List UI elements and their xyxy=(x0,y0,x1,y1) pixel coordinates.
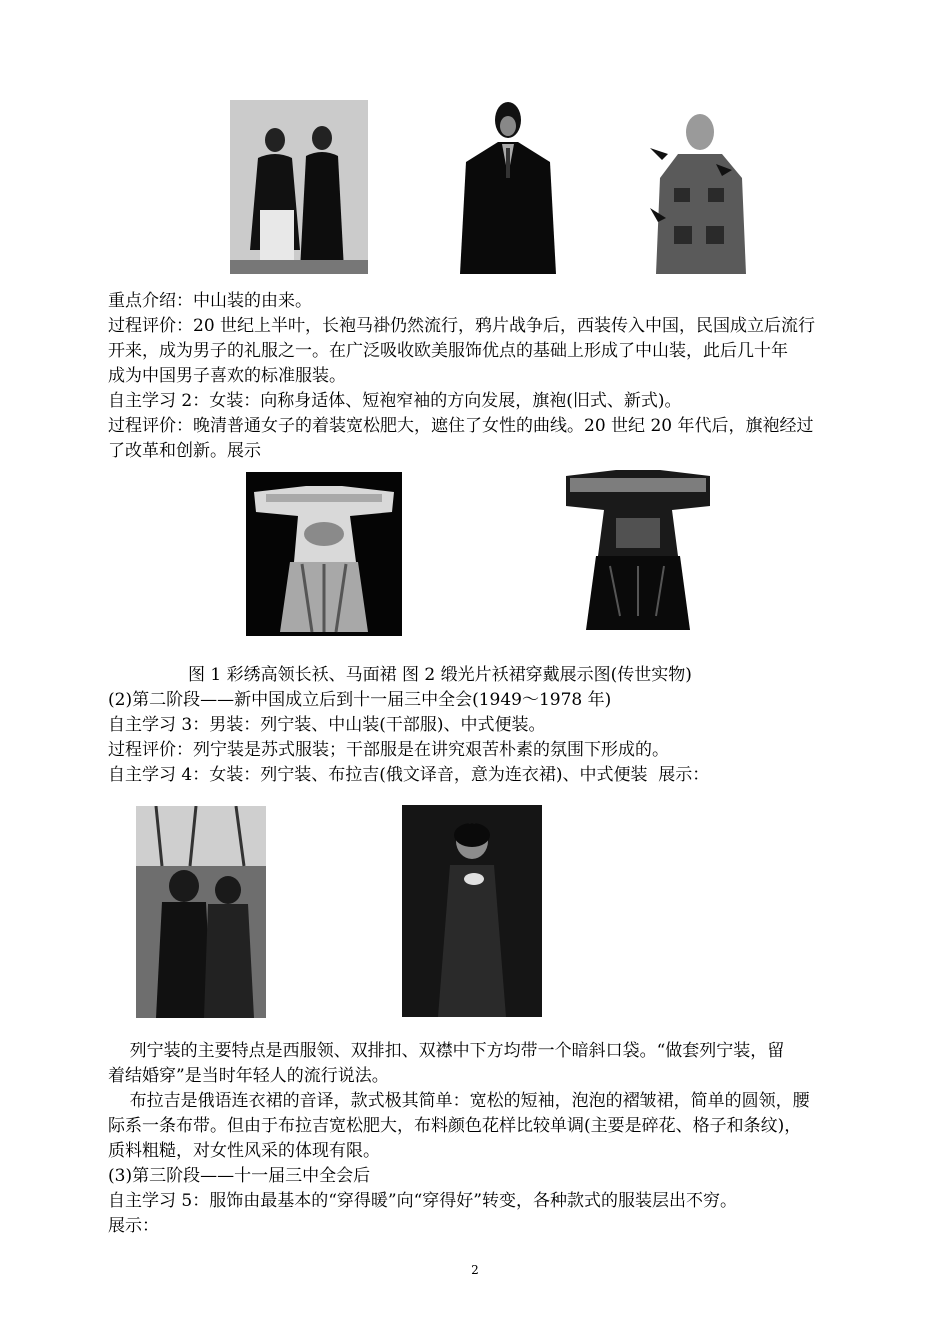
text-line: 自主学习 5：服饰由最基本的“穿得暖”向“穿得好”转变，各种款式的服装层出不穷。 xyxy=(108,1191,737,1211)
text-line: 自主学习 3：男装：列宁装、中山装(干部服)、中式便装。 xyxy=(108,715,546,735)
text-line: 过程评价：晚清普通女子的着装宽松肥大，遮住了女性的曲线。20 世纪 20 年代后，旗袍经过 xyxy=(108,416,814,436)
text-line: 列宁装的主要特点是西服领、双排扣、双襟中下方均带一个暗斜口袋。“做套列宁装，留 xyxy=(108,1041,785,1061)
text-line: 重点介绍：中山装的由来。 xyxy=(108,291,312,311)
photo-zhongshan-suit xyxy=(648,108,748,274)
photo-lenin-suit-women xyxy=(136,806,266,1018)
text-line: 了改革和创新。展示 xyxy=(108,441,261,461)
photo-figure2-garment xyxy=(560,466,716,632)
text-line: 质料粗糙，对女性风采的体现有限。 xyxy=(108,1141,380,1161)
section-heading: (2)第二阶段——新中国成立后到十一届三中全会(1949～1978 年) xyxy=(108,690,612,710)
text-line: 成为中国男子喜欢的标准服装。 xyxy=(108,366,346,386)
text-line: 布拉吉是俄语连衣裙的音译，款式极其简单：宽松的短袖，泡泡的褶皱裙，简单的圆领，腰 xyxy=(108,1091,810,1111)
text-line: 过程评价：列宁装是苏式服装；干部服是在讲究艰苦朴素的氛围下形成的。 xyxy=(108,740,669,760)
section-heading: (3)第三阶段——十一届三中全会后 xyxy=(108,1166,371,1186)
photo-suit-man xyxy=(458,98,558,274)
text-line: 自主学习 2：女装：向称身适体、短袍窄袖的方向发展，旗袍(旧式、新式)。 xyxy=(108,391,682,411)
text-line: 着结婚穿”是当时年轻人的流行说法。 xyxy=(108,1066,389,1086)
text-line: 过程评价：20 世纪上半叶，长袍马褂仍然流行，鸦片战争后，西装传入中国，民国成立后流行 xyxy=(108,316,816,336)
photo-bulaji-woman xyxy=(402,805,542,1017)
text-line: 自主学习 4：女装：列宁装、布拉吉(俄文译音，意为连衣裙)、中式便装 展示： xyxy=(108,765,710,785)
photo-changpao-couple xyxy=(230,100,368,274)
text-line: 开来，成为男子的礼服之一。在广泛吸收欧美服饰优点的基础上形成了中山装，此后几十年 xyxy=(108,341,788,361)
photo-figure1-garment xyxy=(246,472,402,636)
figure-caption: 图 1 彩绣高领长袄、马面裙 图 2 缎光片袄裙穿戴展示图(传世实物) xyxy=(188,665,692,685)
page-number: 2 xyxy=(471,1263,479,1277)
text-line: 展示： xyxy=(108,1216,159,1236)
text-line: 际系一条布带。但由于布拉吉宽松肥大，布料颜色花样比较单调(主要是碎花、格子和条纹)， xyxy=(108,1116,802,1136)
